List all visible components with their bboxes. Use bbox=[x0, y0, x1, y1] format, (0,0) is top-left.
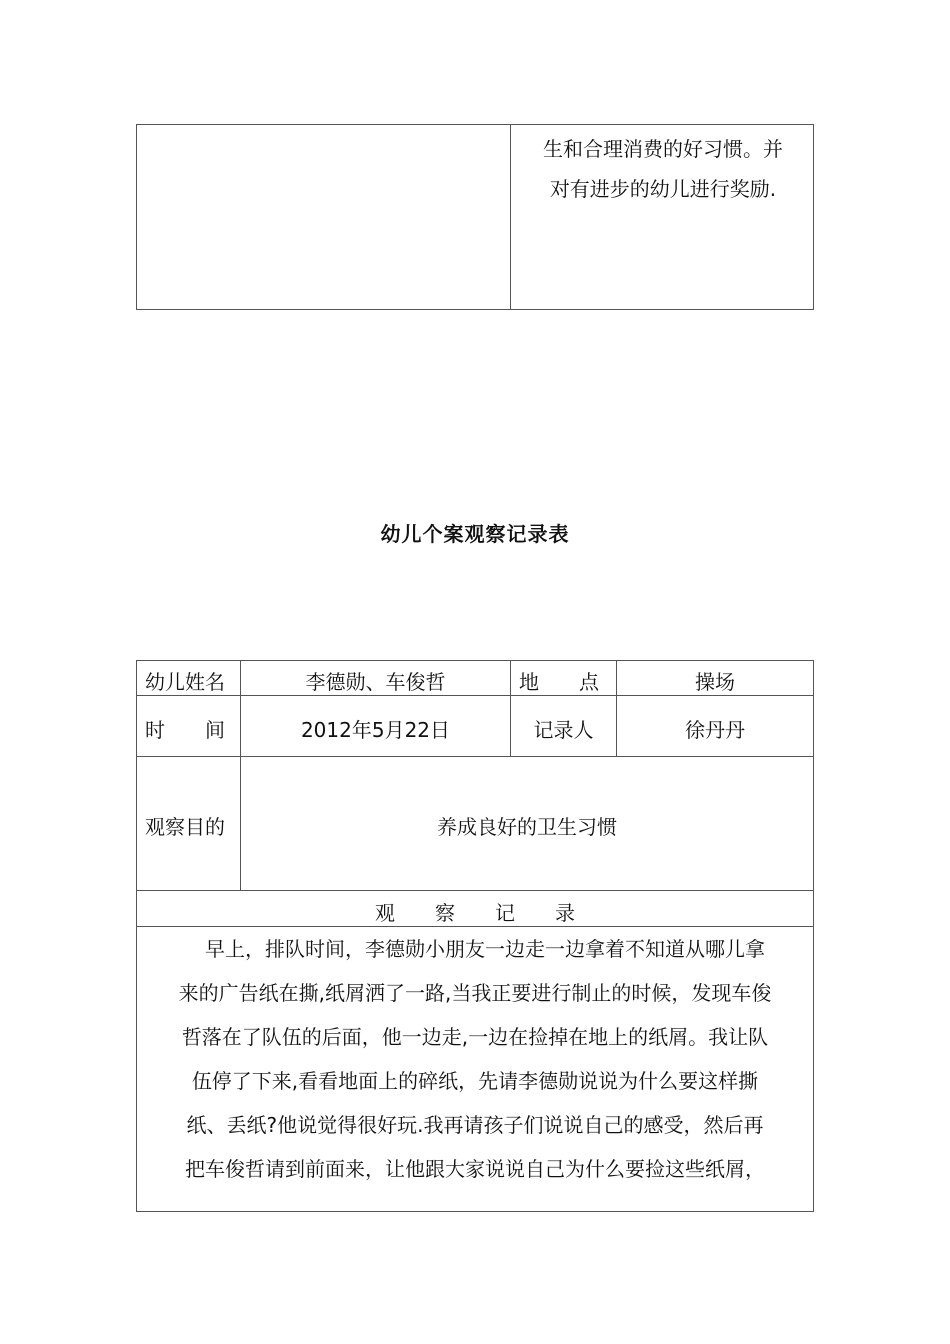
continuation-line-1: 生和合理消费的好习惯。并 bbox=[543, 137, 783, 161]
name-value: 李德勋、车俊哲 bbox=[305, 670, 446, 694]
observation-text bbox=[143, 927, 807, 1191]
recorder-label: 记录人 bbox=[533, 718, 594, 742]
place-label: 地 点 bbox=[519, 670, 599, 694]
name-label: 幼儿姓名 bbox=[145, 670, 225, 694]
observation-record-table bbox=[136, 660, 814, 1212]
table-divider bbox=[510, 125, 511, 309]
observation-line: 纸、丢纸?他说觉得很好玩.我再请孩子们说说自己的感受，然后再 bbox=[186, 1113, 764, 1137]
recorder-value: 徐丹丹 bbox=[685, 718, 745, 742]
observation-line: 伍停了下来,看看地面上的碎纸，先请李德勋说说为什么要这样撕 bbox=[191, 1069, 759, 1093]
place-value: 操场 bbox=[695, 670, 735, 694]
observation-line: 来的广告纸在撕,纸屑洒了一路,当我正要进行制止的时候，发现车俊 bbox=[178, 981, 772, 1005]
continuation-line-2: 对有进步的幼儿进行奖励. bbox=[549, 177, 777, 201]
observation-line: 把车俊哲请到前面来，让他跟大家说说自己为什么要捡这些纸屑， bbox=[185, 1157, 765, 1181]
purpose-value: 养成良好的卫生习惯 bbox=[437, 815, 617, 839]
section-header: 观 察 记 录 bbox=[375, 901, 575, 925]
purpose-label: 观察目的 bbox=[145, 815, 225, 839]
continuation-table bbox=[136, 124, 814, 310]
continuation-text bbox=[521, 129, 805, 209]
observation-line: 早上，排队时间，李德勋小朋友一边走一边拿着不知道从哪儿拿 bbox=[185, 937, 765, 961]
time-value: 2012年5月22日 bbox=[300, 718, 451, 742]
observation-line: 哲落在了队伍的后面，他一边走,一边在捡掉在地上的纸屑。我让队 bbox=[181, 1025, 769, 1049]
page-title: 幼儿个案观察记录表 bbox=[380, 522, 570, 546]
time-label: 时 间 bbox=[145, 718, 225, 742]
